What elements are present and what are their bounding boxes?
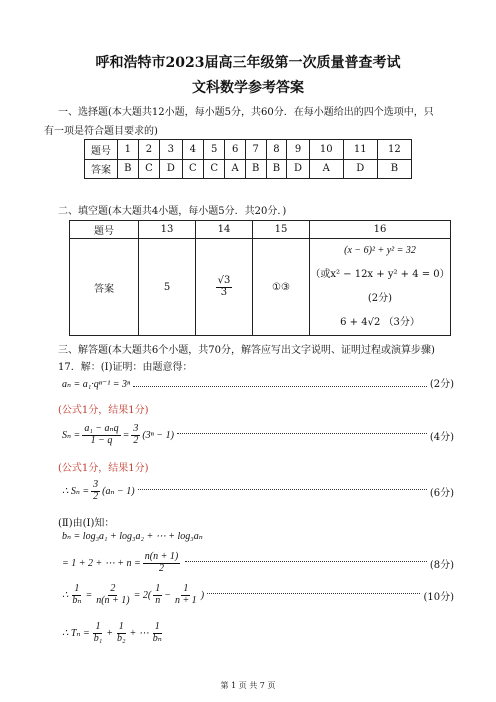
- eq6-row: ∴ $\frac{1}{\text{bₙ}}$ = $\frac{2}{n(n + 1)}$ = 2( $\frac{1}{n}$ − $\frac{1}{n + 1}$ ) (10分): [62, 583, 454, 606]
- fill-q: 16: [310, 221, 451, 239]
- fraction: $\frac{n(n + 1)}{2}$: [144, 551, 179, 574]
- choice-q: 4: [182, 140, 203, 160]
- score: (2分): [429, 379, 454, 390]
- fill-a15: ①③: [253, 239, 310, 336]
- fraction: $\frac{√3}{3}$: [217, 275, 231, 298]
- choice-q: 6: [225, 140, 245, 160]
- eq1-row: [62, 375, 454, 390]
- choice-a: C: [204, 159, 225, 179]
- choice-q: 3: [160, 140, 182, 160]
- leader-dots: [133, 386, 427, 387]
- choice-q: 8: [266, 140, 287, 160]
- eq2-row: Sₙ = $\frac{\text{a₁ − aₙq}}{1 - q}$ = $\frac{3}{2}$ (3ⁿ − 1) (4分): [62, 423, 454, 446]
- choice-q: 2: [138, 140, 159, 160]
- fraction: $\frac{1}{\text{bₙ}}$: [152, 621, 162, 644]
- leader-dots: [177, 433, 427, 434]
- choice-q: 12: [377, 140, 411, 160]
- fill-a16: [310, 239, 451, 336]
- note2: (公式1分，结果1分): [58, 463, 149, 474]
- note1: (公式1分，结果1分): [58, 405, 149, 416]
- part2-label: (Ⅱ)由(Ⅰ)知：: [58, 518, 115, 529]
- document-title: 呼和浩特市2023届高三年级第一次质量普查考试: [95, 55, 401, 71]
- choice-a: A: [225, 159, 245, 179]
- fill-a14: [196, 239, 253, 336]
- choice-a: C: [182, 159, 203, 179]
- section1-heading-cont: 有一项是符合题目要求的): [44, 126, 158, 137]
- fraction: $\frac{\text{a₁ − aₙq}}{1 - q}$: [84, 423, 119, 446]
- choice-q-label: 题号: [85, 140, 118, 160]
- section2-heading: 二、填空题(本大题共4小题，每小题5分．共20分．): [58, 206, 287, 217]
- choice-a: A: [309, 159, 343, 179]
- fraction: $\frac{2}{n(n + 1)}$: [96, 583, 130, 606]
- choice-q: 5: [204, 140, 225, 160]
- choice-a: B: [266, 159, 287, 179]
- choice-q: 7: [245, 140, 266, 160]
- fraction: $\frac{3}{2}$: [93, 479, 99, 502]
- choice-a: D: [287, 159, 309, 179]
- fraction: $\frac{1}{\text{b₂}}$: [116, 621, 126, 644]
- a16-line1: (x − 6)² + y² = 32: [344, 245, 416, 256]
- choice-q: 9: [287, 140, 309, 160]
- choice-a: B: [118, 159, 139, 179]
- document-subtitle: 文科数学参考答案: [192, 80, 304, 96]
- eq4: bₙ = log₃a₁ + log₃a₂ + ⋯ + log₃aₙ: [62, 531, 203, 542]
- fill-col-label: 题号: [70, 221, 139, 239]
- page-footer: 第 1 页 共 7 页: [220, 681, 276, 690]
- fraction: $\frac{1}{n + 1}$: [174, 583, 197, 606]
- section1-heading: 一、选择题(本大题共12小题，每小题5分，共60分．在每小题给出的四个选项中，只: [58, 107, 434, 118]
- fraction: $\frac{1}{n}$: [155, 583, 161, 606]
- fraction: $\frac{3}{2}$: [133, 423, 139, 446]
- fill-q: 13: [139, 221, 196, 239]
- fill-row-label: 答案: [70, 239, 139, 336]
- fraction: $\frac{1}{\text{b₁}}$: [93, 621, 103, 644]
- p17-intro: 17．解：(Ⅰ)证明：由题意得：: [58, 362, 193, 373]
- choice-q: 10: [309, 140, 343, 160]
- eq3-row: ∴ Sₙ = $\frac{3}{2}$ (aₙ − 1) (6分): [62, 479, 454, 502]
- fill-q: 14: [196, 221, 253, 239]
- choice-answer-table: [84, 139, 412, 179]
- eq7-row: ∴ Tₙ = $\frac{1}{\text{b₁}}$ + $\frac{1}{\text{b₂}}$ + ⋯ $\frac{1}{\text{bₙ}}$: [62, 621, 162, 644]
- fill-q: 15: [253, 221, 310, 239]
- a16-line3: 6 + 4√2 （3分）: [340, 317, 420, 328]
- eq5-row: = 1 + 2 + ⋯ + n = $\frac{n(n + 1)}{2}$ (8分): [62, 551, 454, 574]
- fill-answer-table: [69, 220, 451, 336]
- choice-a-label: 答案: [85, 159, 118, 179]
- choice-q: 11: [343, 140, 377, 160]
- leader-dots: [138, 489, 427, 490]
- leader-dots: [185, 561, 427, 562]
- score: (10分): [423, 591, 454, 603]
- choice-a: B: [377, 159, 411, 179]
- score: (4分): [429, 431, 454, 443]
- choice-a: D: [160, 159, 182, 179]
- fraction: $\frac{1}{\text{bₙ}}$: [72, 583, 82, 606]
- a16-line2: （或x² − 12x + y² + 4 = 0）(2分): [310, 269, 450, 304]
- choice-a: B: [245, 159, 266, 179]
- score: (6分): [429, 487, 454, 499]
- choice-a: C: [138, 159, 159, 179]
- fill-a13: 5: [139, 239, 196, 336]
- section3-heading: 三、解答题(本大题共6个小题，共70分，解答应写出文字说明、证明过程或演算步骤): [58, 345, 435, 356]
- eq1: aₙ = a₁·qⁿ⁻¹ = 3ⁿ: [62, 379, 131, 390]
- score: (8分): [429, 559, 454, 571]
- choice-a: D: [343, 159, 377, 179]
- choice-q: 1: [118, 140, 139, 160]
- leader-dots: [207, 593, 420, 594]
- eq2-lhs: Sₙ =: [62, 429, 81, 441]
